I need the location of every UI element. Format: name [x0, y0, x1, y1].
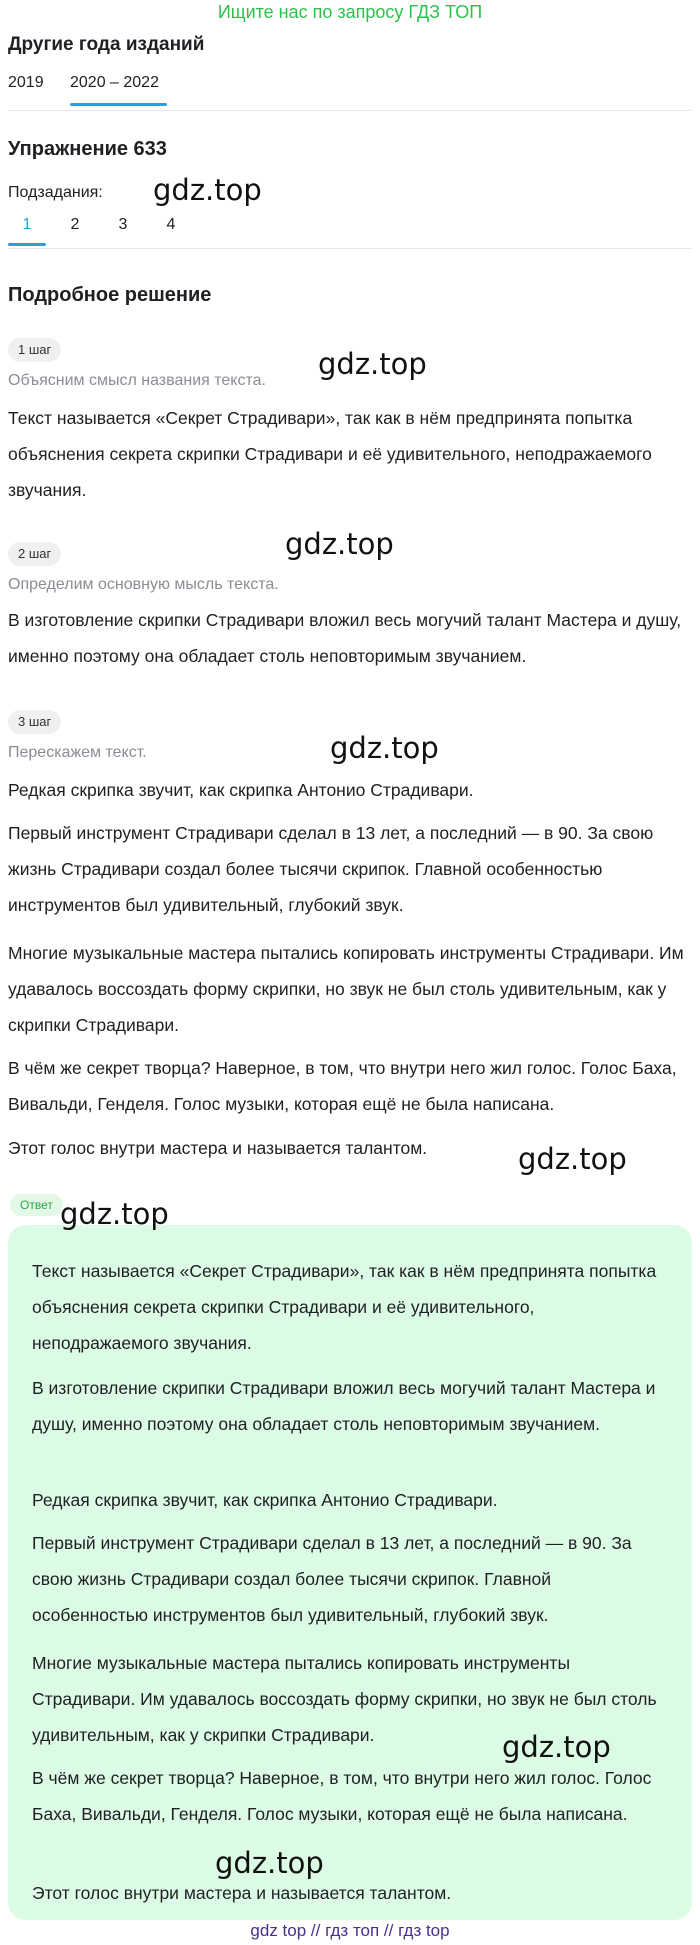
- answer-text: Этот голос внутри мастера и называется талантом.: [32, 1883, 452, 1903]
- subtask-tab-4[interactable]: 4: [166, 216, 176, 233]
- answer-badge: Ответ: [10, 1194, 63, 1216]
- step-text: Текст называется «Секрет Страдивари», так как в нём предпринята попытка объяснения секрета скрипки Страдивари и её удивительного, неподражаемого звучания.: [8, 408, 652, 500]
- step-hint: Перескажем текст.: [8, 744, 147, 761]
- step-text: В изготовление скрипки Страдивари вложил весь могучий талант Мастера и душу, именно поэтому она обладает столь неповторимым звучанием.: [8, 610, 682, 666]
- year-tabs: [8, 70, 692, 111]
- step-badge: 2 шаг: [8, 542, 61, 566]
- step-text: Этот голос внутри мастера и называется талантом.: [8, 1138, 428, 1158]
- answer-text: Первый инструмент Страдивари сделал в 13 лет, а последний — в 90. За свою жизнь Страдивари создал более тысячи скрипок. Главной особенностью инструментов был удивительный, глубокий звук.: [32, 1533, 632, 1625]
- answer-text: Текст называется «Секрет Страдивари», так как в нём предпринята попытка объяснения секрета скрипки Страдивари и её удивительного, неподражаемого звучания.: [32, 1261, 657, 1353]
- subtask-tabs: [8, 210, 692, 249]
- promo-banner[interactable]: Ищите нас по запросу ГДЗ ТОП: [217, 2, 483, 22]
- subtask-tab-2[interactable]: 2: [70, 216, 80, 233]
- step-text: Многие музыкальные мастера пытались копировать инструменты Страдивари. Им удавалось воссоздать форму скрипки, но звук не был столь удивительным, как у скрипки Страдивари.: [8, 943, 684, 1035]
- watermark: gdz.top: [518, 1142, 627, 1176]
- watermark: gdz.top: [318, 347, 427, 381]
- watermark: gdz.top: [285, 527, 394, 561]
- footer-links[interactable]: gdz top // гдз топ // гдз top: [250, 1921, 450, 1940]
- step-badge: 3 шаг: [8, 710, 61, 734]
- step-text: Редкая скрипка звучит, как скрипка Антонио Страдивари.: [8, 780, 474, 800]
- step-badge: 1 шаг: [8, 338, 61, 362]
- watermark: gdz.top: [60, 1197, 169, 1231]
- answer-text: Редкая скрипка звучит, как скрипка Антонио Страдивари.: [32, 1490, 498, 1510]
- step-text: В чём же секрет творца? Наверное, в том, что внутри него жил голос. Голос Баха, Вивальди, Генделя. Голос музыки, которая ещё не была написана.: [8, 1058, 677, 1114]
- step-text: Первый инструмент Страдивари сделал в 13 лет, а последний — в 90. За свою жизнь Страдивари создал более тысячи скрипок. Главной особенностью инструментов был удивительный, глубокий звук.: [8, 823, 654, 915]
- watermark: gdz.top: [153, 173, 262, 207]
- tab-2020-2022[interactable]: 2020 – 2022: [70, 74, 159, 91]
- watermark: gdz.top: [330, 731, 439, 765]
- answer-box: [8, 1225, 692, 1920]
- tab-2019[interactable]: 2019: [8, 74, 44, 91]
- subtask-tab-1[interactable]: 1: [8, 216, 46, 234]
- watermark: gdz.top: [502, 1730, 611, 1764]
- solution-title: Подробное решение: [8, 284, 212, 306]
- answer-text: В изготовление скрипки Страдивари вложил весь могучий талант Мастера и душу, именно поэтому она обладает столь неповторимым звучанием.: [32, 1378, 656, 1434]
- step-hint: Определим основную мысль текста.: [8, 576, 279, 593]
- page-title: Упражнение 633: [8, 138, 167, 160]
- other-years-title: Другие года изданий: [8, 34, 205, 55]
- watermark: gdz.top: [215, 1846, 324, 1880]
- subtask-tab-3[interactable]: 3: [118, 216, 128, 233]
- subtasks-label: Подзадания:: [8, 184, 103, 201]
- step-hint: Объясним смысл названия текста.: [8, 372, 266, 389]
- answer-text: Многие музыкальные мастера пытались копировать инструменты Страдивари. Им удавалось воссоздать форму скрипки, но звук не был столь удивительным, как у скрипки Страдивари.: [32, 1653, 657, 1745]
- answer-text: В чём же секрет творца? Наверное, в том, что внутри него жил голос. Голос Баха, Вивальди, Генделя. Голос музыки, которая ещё не была написана.: [32, 1768, 652, 1824]
